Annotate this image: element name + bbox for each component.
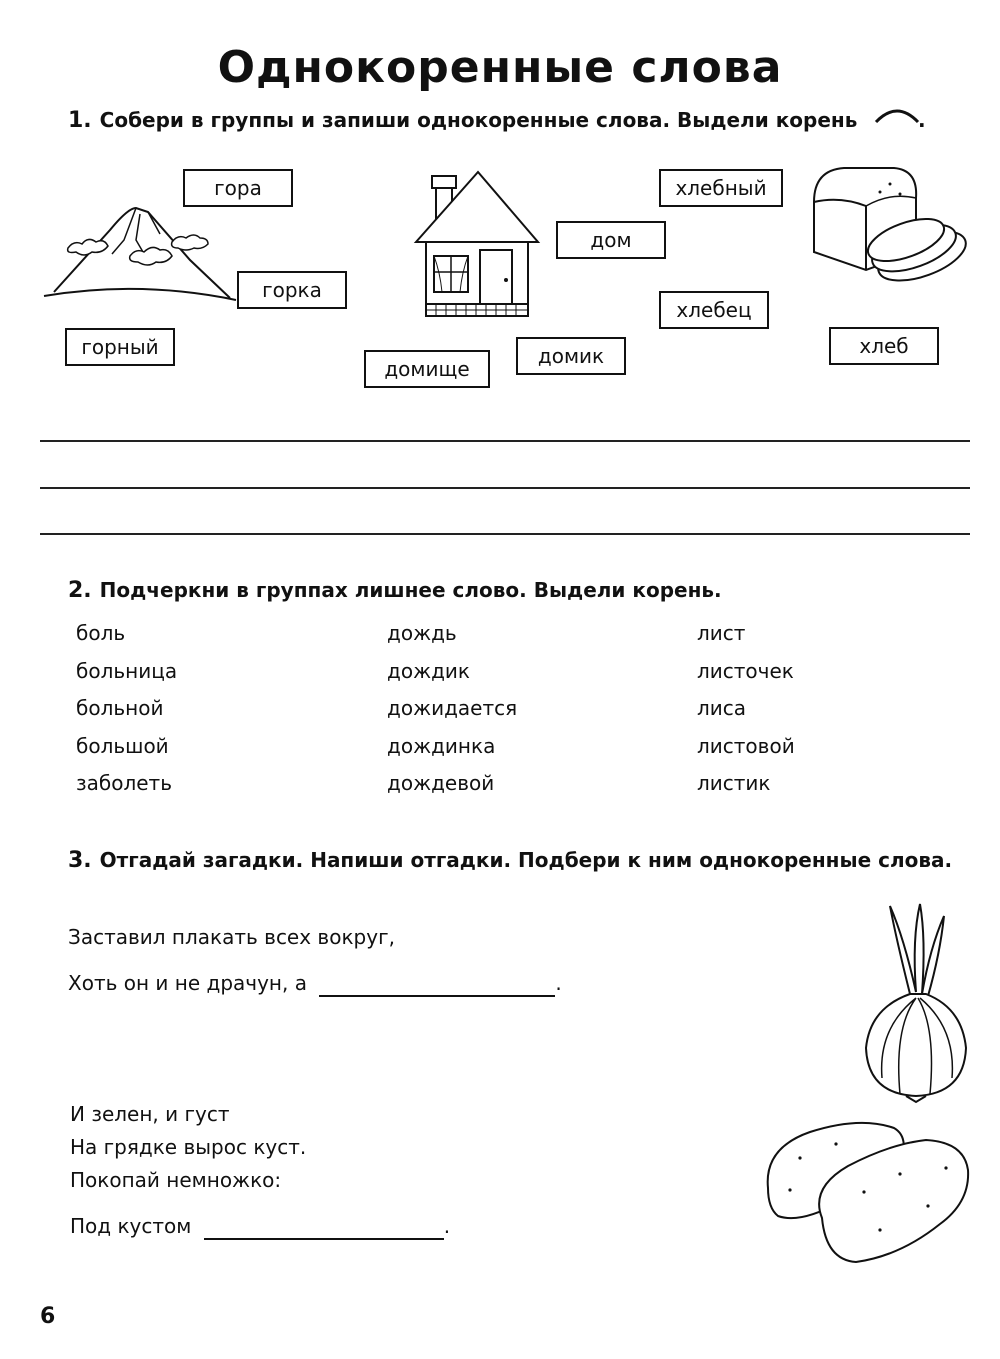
task2-heading — [68, 578, 722, 603]
task2-instruction: Подчеркни в группах лишнее слово. Выдели корень. — [99, 578, 722, 602]
riddle2-line2: На грядке вырос куст. — [70, 1135, 307, 1159]
riddle2-line4-row — [70, 1214, 450, 1240]
riddle1-answer-blank[interactable] — [319, 971, 555, 997]
riddle2-line3: Покопай немножко: — [70, 1168, 282, 1192]
word-list-item: лист — [697, 621, 746, 645]
answer-line-2[interactable] — [40, 487, 970, 489]
word-card-gorka: горка — [237, 271, 347, 309]
task1-end-mark: . — [918, 108, 926, 132]
page-title: Однокоренные слова — [217, 42, 783, 93]
answer-line-3[interactable] — [40, 533, 970, 535]
word-list-item: листик — [697, 771, 771, 795]
word-card-domik: домик — [516, 337, 626, 375]
word-list-item: листовой — [697, 734, 795, 758]
word-list-item: дожидается — [387, 696, 518, 720]
word-list-item: большой — [76, 734, 169, 758]
task2-number: 2. — [68, 578, 92, 603]
riddle1-line1: Заставил плакать всех вокруг, — [68, 925, 395, 949]
word-list-item: листочек — [697, 659, 794, 683]
riddle1-line2-row — [68, 971, 562, 997]
mountain-icon — [40, 200, 240, 305]
task3-number: 3. — [68, 848, 92, 873]
house-icon — [412, 168, 542, 318]
answer-line-1[interactable] — [40, 440, 970, 442]
bread-icon — [810, 162, 970, 297]
riddle1-line2: Хоть он и не драчун, а — [68, 971, 307, 995]
task1-instruction: Собери в группы и запиши однокоренные слова. Выдели корень — [99, 108, 858, 132]
word-list-item: заболеть — [76, 771, 172, 795]
page-number: 6 — [40, 1304, 56, 1329]
onion-icon — [860, 898, 972, 1103]
word-list-item: дождь — [387, 621, 457, 645]
potato-icon — [760, 1118, 972, 1268]
word-list-item: лиса — [697, 696, 747, 720]
word-card-gora: гора — [183, 169, 293, 207]
word-card-domishe: домище — [364, 350, 490, 388]
word-list-item: дождевой — [387, 771, 495, 795]
word-card-gorny: горный — [65, 328, 175, 366]
task1-number: 1. — [68, 108, 92, 133]
task3-instruction: Отгадай загадки. Напиши отгадки. Подбери к ним однокоренные слова. — [99, 848, 953, 872]
word-list-item: больница — [76, 659, 178, 683]
word-list-item: дождинка — [387, 734, 496, 758]
word-card-hleb: хлеб — [829, 327, 939, 365]
word-card-hlebny: хлебный — [659, 169, 783, 207]
word-list-item: дождик — [387, 659, 470, 683]
riddle2-end: . — [443, 1214, 451, 1238]
riddle1-end: . — [555, 971, 562, 995]
riddle2-line1: И зелен, и густ — [70, 1102, 230, 1126]
riddle2-line4: Под кустом — [70, 1214, 192, 1238]
word-card-dom: дом — [556, 221, 666, 259]
word-list-item: боль — [76, 621, 126, 645]
word-card-hlebets: хлебец — [659, 291, 769, 329]
riddle2-answer-blank[interactable] — [204, 1214, 444, 1240]
task3-heading — [68, 848, 952, 873]
task1-heading — [68, 108, 857, 133]
root-arc-icon — [872, 104, 922, 126]
word-list-item: больной — [76, 696, 164, 720]
